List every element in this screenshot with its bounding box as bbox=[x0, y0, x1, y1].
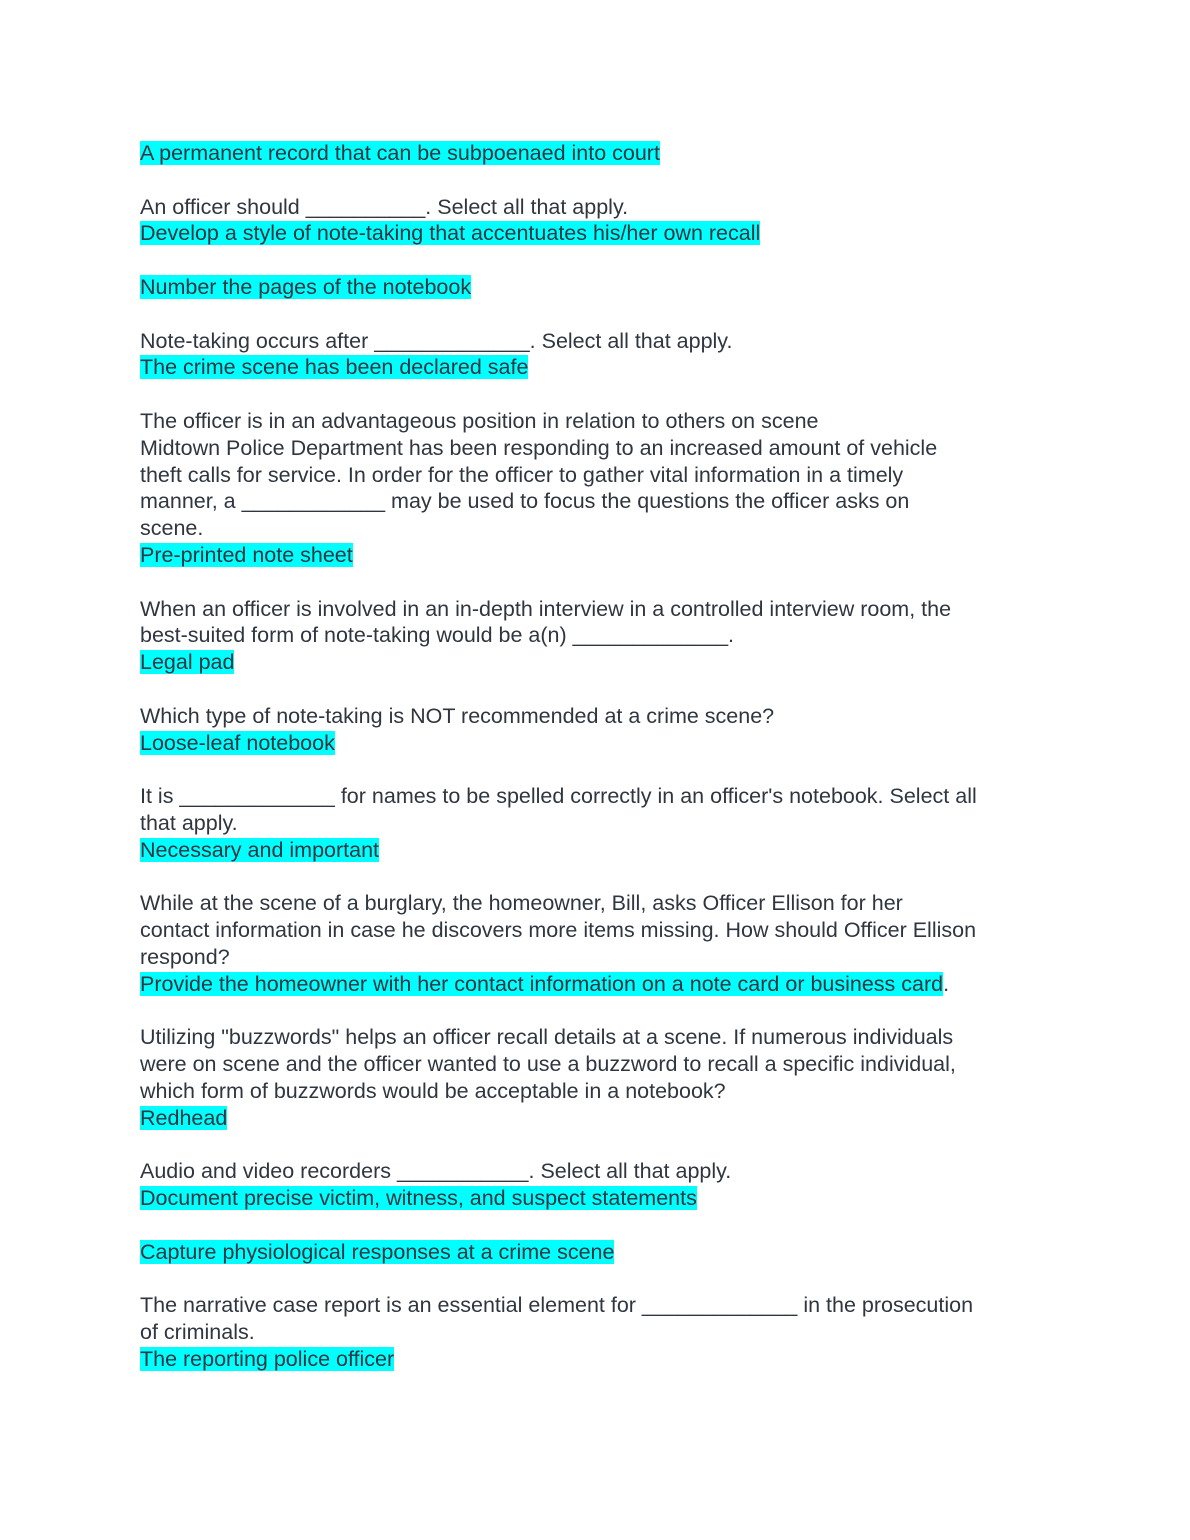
question-line: of criminals. bbox=[140, 1320, 255, 1345]
answer-suffix: . bbox=[943, 971, 950, 996]
highlighted-answer: A permanent record that can be subpoenaed into court bbox=[140, 141, 660, 165]
answer-line bbox=[140, 354, 1060, 381]
question-line: Note-taking occurs after _____________. Select all that apply. bbox=[140, 328, 733, 353]
answer-line bbox=[140, 837, 1060, 864]
highlighted-answer: Redhead bbox=[140, 1105, 228, 1130]
paragraph-gap bbox=[140, 1131, 1060, 1158]
answer-line bbox=[140, 542, 1060, 569]
answer-line bbox=[140, 971, 1060, 998]
question-line: best-suited form of note-taking would be a(n) _____________. bbox=[140, 623, 735, 648]
question-line: Audio and video recorders ___________. Select all that apply. bbox=[140, 1159, 732, 1184]
question-line: It is _____________ for names to be spelled correctly in an officer's notebook. Select all bbox=[140, 784, 977, 809]
answer-line bbox=[140, 1185, 1060, 1212]
paragraph-gap bbox=[140, 756, 1060, 783]
highlighted-answer: Necessary and important bbox=[140, 837, 379, 862]
answer-line bbox=[140, 140, 1060, 167]
answer-line bbox=[140, 1105, 1060, 1132]
question-line: contact information in case he discovers more items missing. How should Officer Ellison bbox=[140, 918, 977, 943]
highlighted-answer: Number the pages of the notebook bbox=[140, 274, 472, 299]
paragraph-gap bbox=[140, 1265, 1060, 1292]
question-line: Which type of note-taking is NOT recommended at a crime scene? bbox=[140, 703, 775, 728]
paragraph-gap bbox=[140, 167, 1060, 194]
question-line: While at the scene of a burglary, the homeowner, Bill, asks Officer Ellison for her bbox=[140, 891, 903, 916]
answer-line bbox=[140, 274, 1060, 301]
highlighted-answer: Capture physiological responses at a crime scene bbox=[140, 1239, 615, 1264]
answer-line bbox=[140, 220, 1060, 247]
question-line: respond? bbox=[140, 944, 230, 969]
paragraph-gap bbox=[140, 569, 1060, 596]
highlighted-answer: Develop a style of note-taking that accentuates his/her own recall bbox=[140, 221, 761, 246]
paragraph-gap bbox=[140, 676, 1060, 703]
question-line: that apply. bbox=[140, 810, 238, 835]
paragraph-gap bbox=[140, 1212, 1060, 1239]
question-line: Midtown Police Department has been responding to an increased amount of vehicle bbox=[140, 435, 938, 460]
paragraph-gap bbox=[140, 864, 1060, 891]
paragraph-gap bbox=[140, 998, 1060, 1025]
question-line: The officer is in an advantageous position in relation to others on scene bbox=[140, 408, 819, 433]
question-line: scene. bbox=[140, 516, 204, 541]
question-line: were on scene and the officer wanted to use a buzzword to recall a specific individual, bbox=[140, 1052, 956, 1077]
question-line: Utilizing "buzzwords" helps an officer recall details at a scene. If numerous individuals bbox=[140, 1025, 954, 1050]
question-line: When an officer is involved in an in-depth interview in a controlled interview room, the bbox=[140, 596, 952, 621]
question-line: An officer should __________. Select all that apply. bbox=[140, 194, 629, 219]
document-body bbox=[140, 140, 1060, 1373]
highlighted-answer: Loose-leaf notebook bbox=[140, 730, 335, 755]
paragraph-gap bbox=[140, 381, 1060, 408]
answer-line bbox=[140, 1346, 1060, 1373]
highlighted-answer: Pre-printed note sheet bbox=[140, 542, 353, 567]
highlighted-answer: The crime scene has been declared safe bbox=[140, 355, 529, 380]
question-line: which form of buzzwords would be acceptable in a notebook? bbox=[140, 1078, 726, 1103]
question-line: The narrative case report is an essential element for _____________ in the prosecution bbox=[140, 1293, 974, 1318]
answer-line bbox=[140, 730, 1060, 757]
highlighted-answer: Legal pad bbox=[140, 650, 235, 675]
highlighted-answer: Document precise victim, witness, and suspect statements bbox=[140, 1186, 697, 1211]
answer-line bbox=[140, 1239, 1060, 1266]
highlighted-answer: The reporting police officer bbox=[140, 1346, 395, 1371]
paragraph-gap bbox=[140, 301, 1060, 328]
answer-line bbox=[140, 649, 1060, 676]
question-line: manner, a ____________ may be used to focus the questions the officer asks on bbox=[140, 489, 910, 514]
highlighted-answer: Provide the homeowner with her contact information on a note card or business card bbox=[140, 971, 944, 996]
question-line: theft calls for service. In order for the officer to gather vital information in a timely bbox=[140, 462, 904, 487]
paragraph-gap bbox=[140, 247, 1060, 274]
